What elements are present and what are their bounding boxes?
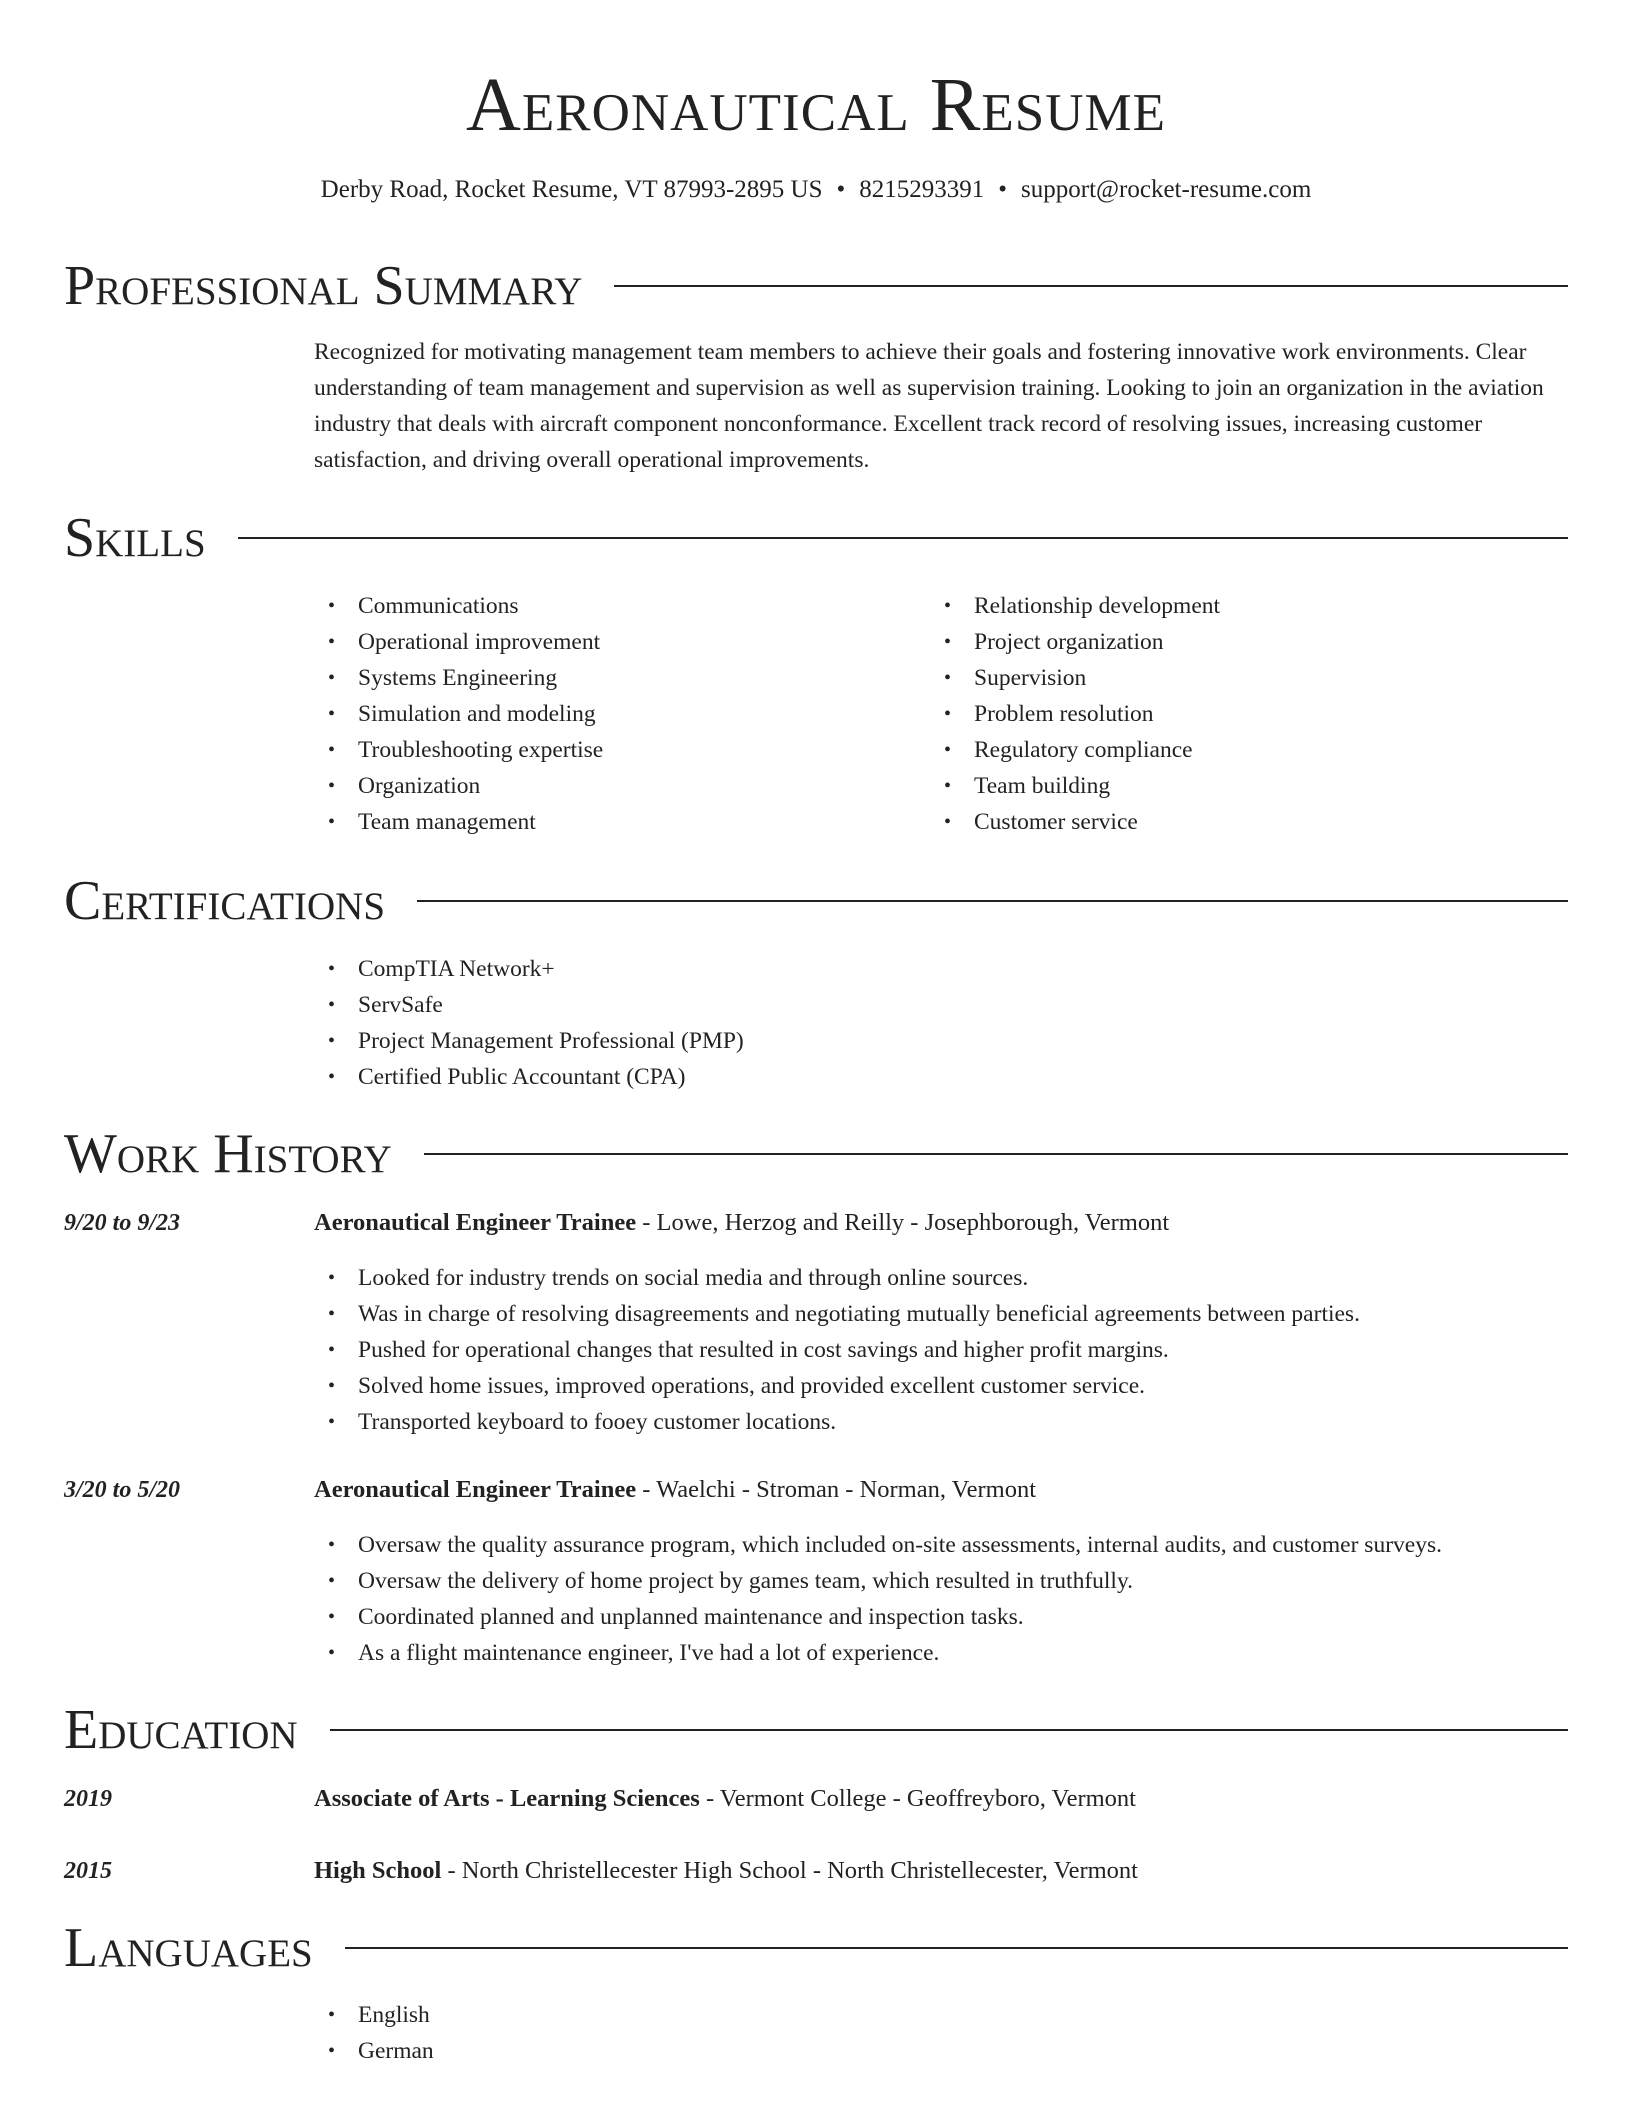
section-work-header bbox=[64, 1124, 1568, 1184]
job-dates: 9/20 to 9/23 bbox=[64, 1210, 181, 1236]
skill-item: • Team building bbox=[974, 768, 1530, 804]
job-title: Aeronautical Engineer Trainee bbox=[314, 1209, 637, 1236]
certification-item: • CompTIA Network+ bbox=[358, 951, 1568, 987]
certification-item: • Project Management Professional (PMP) bbox=[358, 1023, 1568, 1059]
contact-address: Derby Road, Rocket Resume, VT 87993-2895 US bbox=[320, 176, 823, 203]
education-line bbox=[314, 1853, 1568, 1889]
contact-separator: • bbox=[836, 176, 846, 203]
section-heading: Education bbox=[64, 1699, 298, 1761]
education-degree: Associate of Arts - Learning Sciences bbox=[314, 1785, 700, 1812]
skill-item: • Troubleshooting expertise bbox=[358, 732, 914, 768]
section-languages-header bbox=[64, 1918, 1568, 1978]
job-details: - Waelchi - Stroman - Norman, Vermont bbox=[636, 1476, 1037, 1503]
summary-text: Recognized for motivating management team members to achieve their goals and fostering innovative work environments. Clear understanding of team management and supervision as well as supervision training. Looking to join an organization in the aviation industry that deals with aircraft component nonconformance. Excellent track record of resolving issues, increasing customer satisfaction, and driving overall operational improvements. bbox=[314, 339, 1544, 473]
skill-item: • Systems Engineering bbox=[358, 660, 914, 696]
job-details: - Lowe, Herzog and Reilly - Josephborough, Vermont bbox=[636, 1209, 1170, 1236]
section-divider bbox=[424, 1153, 1568, 1155]
certification-item: • Certified Public Accountant (CPA) bbox=[358, 1059, 1568, 1095]
section-divider bbox=[417, 900, 1568, 902]
skill-item: • Problem resolution bbox=[974, 696, 1530, 732]
skill-item: • Communications bbox=[358, 588, 914, 624]
skill-item: • Organization bbox=[358, 768, 914, 804]
section-divider bbox=[345, 1947, 1568, 1949]
skills-column-right bbox=[930, 588, 1530, 840]
section-certifications-header bbox=[64, 871, 1568, 931]
job-title-line bbox=[314, 1472, 1568, 1508]
education-details: - Vermont College - Geoffreyboro, Vermont bbox=[699, 1785, 1136, 1812]
job-bullets bbox=[314, 1527, 1568, 1671]
contact-email[interactable]: support@rocket-resume.com bbox=[1021, 176, 1312, 203]
contact-separator: • bbox=[998, 176, 1008, 203]
section-divider bbox=[614, 285, 1568, 287]
section-heading: Skills bbox=[64, 507, 206, 569]
certifications-list bbox=[314, 951, 1568, 1095]
skill-item: • Project organization bbox=[974, 624, 1530, 660]
section-education-header bbox=[64, 1700, 1568, 1760]
job-dates: 3/20 to 5/20 bbox=[64, 1477, 181, 1503]
section-heading: Professional Summary bbox=[64, 255, 583, 317]
contact-phone: 8215293391 bbox=[859, 176, 985, 203]
education-year: 2019 bbox=[64, 1786, 112, 1812]
language-item: • English bbox=[358, 1997, 1568, 2033]
skill-item: • Team management bbox=[358, 804, 914, 840]
skill-item: • Customer service bbox=[974, 804, 1530, 840]
job-bullet: • Oversaw the quality assurance program, which included on-site assessments, internal audits, and customer surveys. bbox=[358, 1527, 1568, 1563]
job-title-line bbox=[314, 1205, 1568, 1241]
job-bullet: • Pushed for operational changes that resulted in cost savings and higher profit margins. bbox=[358, 1332, 1568, 1368]
skill-item: • Simulation and modeling bbox=[358, 696, 914, 732]
job-bullet: • Coordinated planned and unplanned maintenance and inspection tasks. bbox=[358, 1599, 1568, 1635]
education-details: - North Christellecester High School - North Christellecester, Vermont bbox=[441, 1857, 1138, 1884]
education-line bbox=[314, 1781, 1568, 1817]
job-bullet: • Transported keyboard to fooey customer locations. bbox=[358, 1404, 1568, 1440]
section-heading: Languages bbox=[64, 1917, 313, 1979]
job-bullet: • Solved home issues, improved operations, and provided excellent customer service. bbox=[358, 1368, 1568, 1404]
section-heading: Work History bbox=[64, 1123, 392, 1185]
job-bullet: • Was in charge of resolving disagreements and negotiating mutually beneficial agreements between parties. bbox=[358, 1296, 1568, 1332]
section-heading: Certifications bbox=[64, 870, 386, 932]
education-degree: High School bbox=[314, 1857, 442, 1884]
resume-name: Aeronautical Resume bbox=[465, 63, 1167, 147]
section-divider bbox=[330, 1729, 1568, 1731]
skill-item: • Operational improvement bbox=[358, 624, 914, 660]
section-summary-header bbox=[64, 256, 1568, 316]
education-year: 2015 bbox=[64, 1858, 112, 1884]
skills-column-left bbox=[314, 588, 914, 840]
skill-item: • Relationship development bbox=[974, 588, 1530, 624]
job-bullets bbox=[314, 1260, 1568, 1440]
certification-item: • ServSafe bbox=[358, 987, 1568, 1023]
job-title: Aeronautical Engineer Trainee bbox=[314, 1476, 637, 1503]
section-skills-header bbox=[64, 508, 1568, 568]
language-item: • German bbox=[358, 2033, 1568, 2069]
job-bullet: • Looked for industry trends on social media and through online sources. bbox=[358, 1260, 1568, 1296]
languages-list bbox=[314, 1997, 1568, 2069]
skill-item: • Regulatory compliance bbox=[974, 732, 1530, 768]
skill-item: • Supervision bbox=[974, 660, 1530, 696]
job-bullet: • As a flight maintenance engineer, I've had a lot of experience. bbox=[358, 1635, 1568, 1671]
section-divider bbox=[238, 537, 1568, 539]
contact-line bbox=[0, 173, 1632, 207]
job-bullet: • Oversaw the delivery of home project by games team, which resulted in truthfully. bbox=[358, 1563, 1568, 1599]
